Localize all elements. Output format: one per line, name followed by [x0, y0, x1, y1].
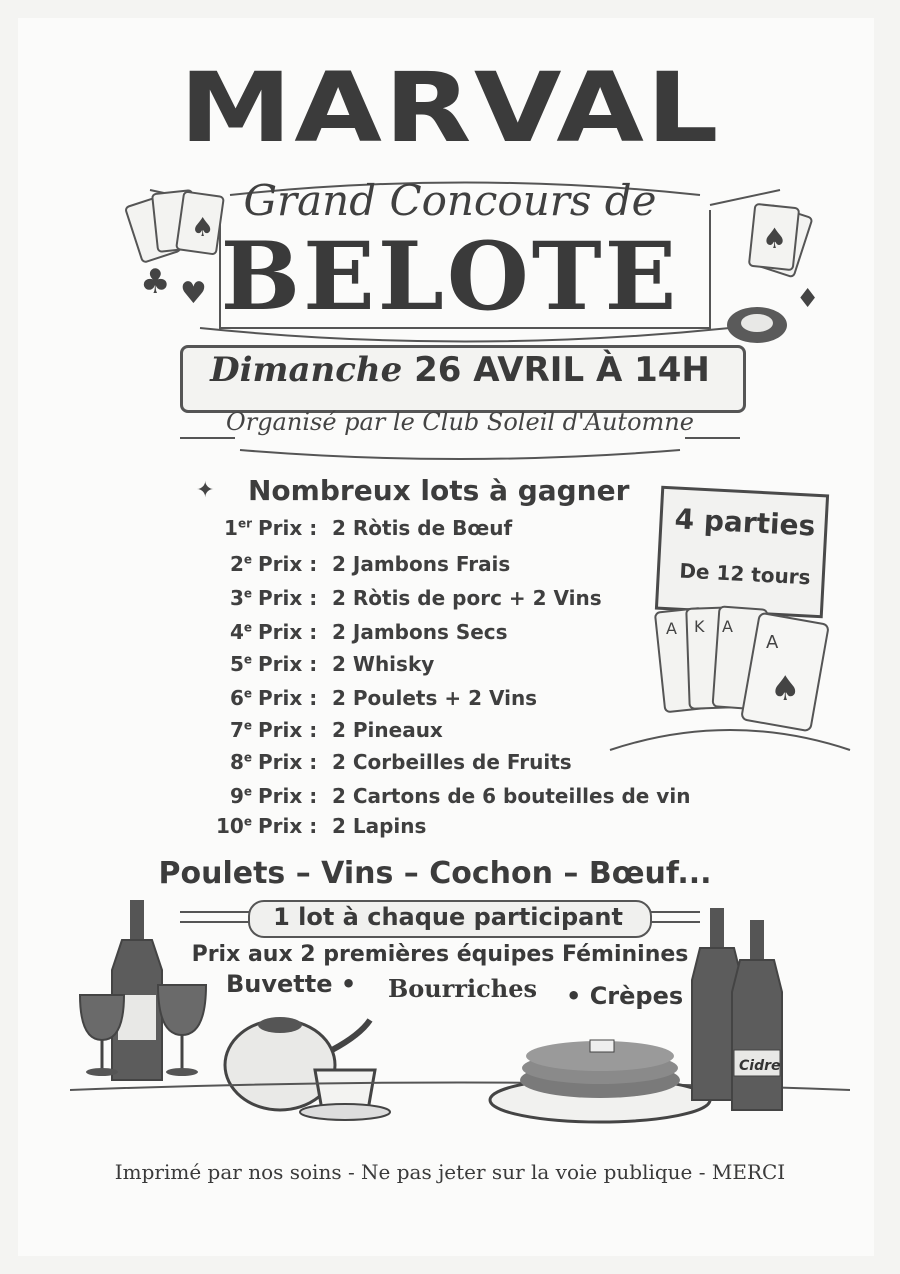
prize-row: 7e Prix : 2 Pineaux [229, 718, 443, 742]
prize-row: 4e Prix : 2 Jambons Secs [229, 620, 508, 644]
lots-heading: Nombreux lots à gagner [248, 474, 630, 507]
poster-subtitle: Grand Concours de [243, 176, 657, 225]
poker-chip-icon [722, 300, 792, 350]
svg-text:A: A [722, 617, 733, 636]
feminine-prize: Prix aux 2 premières équipes Féminines [191, 942, 689, 967]
parties-count: 4 parties [673, 502, 817, 543]
cider-bottle-icon [692, 908, 782, 1110]
diamond-icon: ♦ [796, 284, 820, 314]
spade-card-icon [748, 200, 838, 300]
crepes: • Crèpes [566, 982, 684, 1010]
prize-row: 1er Prix : 2 Ròtis de Bœuf [224, 516, 513, 540]
bourriches: Bourriches [388, 974, 537, 1003]
svg-text:♠: ♠ [770, 669, 801, 709]
prize-row: 5e Prix : 2 Whisky [229, 652, 435, 676]
date-month: AVRIL [473, 350, 585, 390]
svg-text:A: A [766, 632, 779, 653]
footer-note: Imprimé par nos soins - Ne pas jeter sur la voie publique - MERCI [114, 1160, 786, 1184]
svg-text:♠: ♠ [191, 213, 215, 243]
organizer: Organisé par le Club Soleil d'Automne [226, 408, 694, 436]
club-icon: ♣ [140, 262, 171, 302]
date-day: Dimanche [210, 350, 403, 390]
poster-title: MARVAL [179, 52, 721, 164]
buvette: Buvette • [226, 970, 357, 998]
lot-each-participant: 1 lot à chaque participant [273, 903, 623, 931]
event-name: BELOTE [220, 222, 680, 332]
svg-text:K: K [694, 617, 705, 636]
heart-icon: ♥ [180, 276, 207, 311]
prize-row: 10e Prix : 2 Lapins [216, 814, 427, 838]
cider-label: Cidre [739, 1058, 781, 1074]
wine-bottle-icon [112, 900, 162, 1080]
table-illustration [70, 900, 850, 1140]
prize-row: 8e Prix : 2 Corbeilles de Fruits [229, 750, 572, 774]
svg-text:A: A [666, 619, 677, 638]
prize-row: 6e Prix : 2 Poulets + 2 Vins [229, 686, 538, 710]
date-number: 26 [414, 350, 462, 390]
organizer-underline [180, 420, 740, 470]
prize-row: 9e Prix : 2 Cartons de 6 bouteilles de vin [229, 784, 691, 808]
date-time: À 14H [595, 350, 710, 390]
event-date [180, 350, 740, 390]
svg-text:♠: ♠ [762, 222, 788, 255]
prize-row: 2e Prix : 2 Jambons Frais [229, 552, 511, 576]
parties-tours: De 12 tours [678, 558, 812, 590]
card-hand-icon [600, 600, 860, 770]
prize-row: 3e Prix : 2 Ròtis de porc + 2 Vins [229, 586, 602, 610]
sparkle-icon: ✦ [196, 478, 215, 503]
foods-line: Poulets – Vins – Cochon – Bœuf... [158, 856, 712, 891]
crepes-plate-icon [490, 1040, 710, 1122]
